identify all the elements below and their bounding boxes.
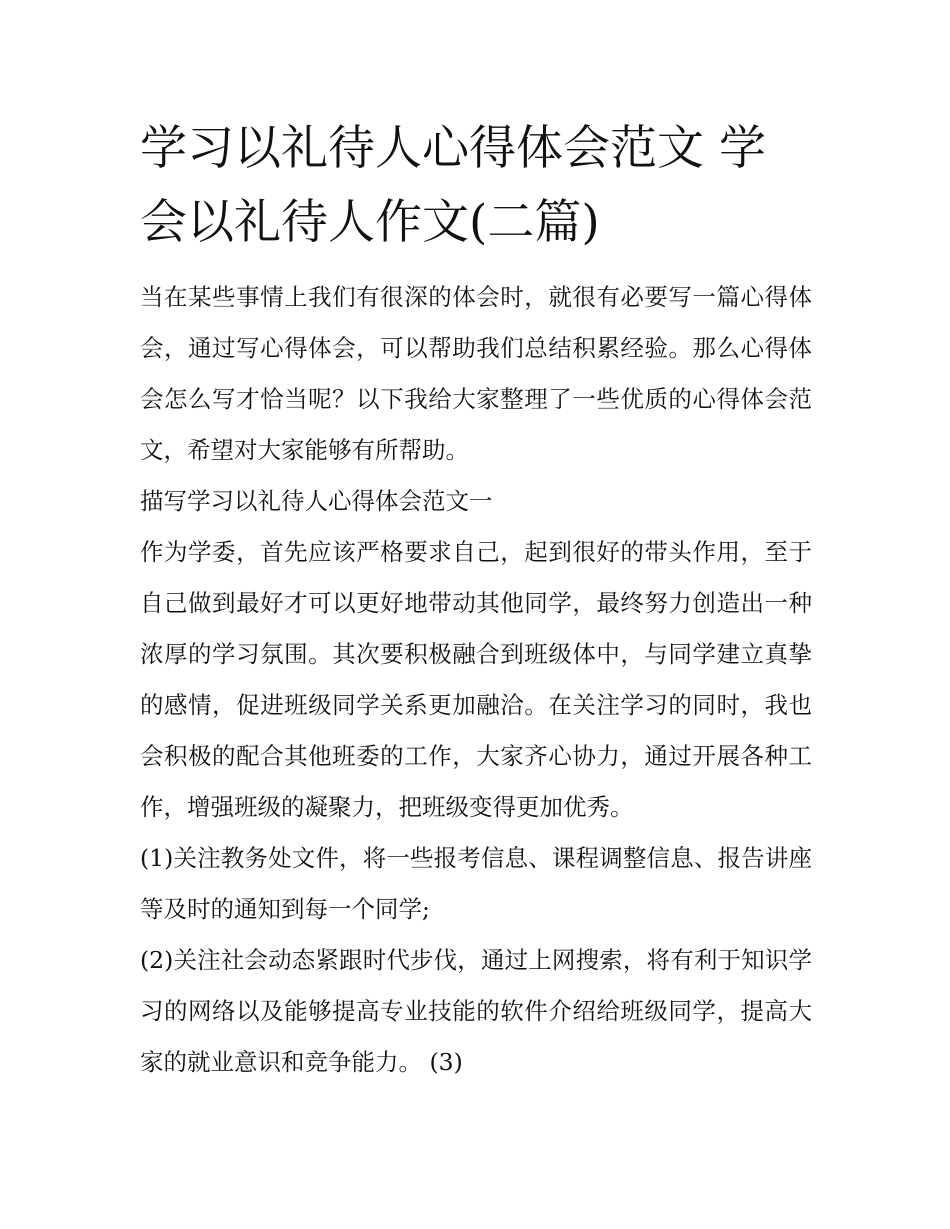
section-heading: 描写学习以礼待人心得体会范文一 — [140, 487, 493, 515]
intro-paragraph: 当在某些事情上我们有很深的体会时，就很有必要写一篇心得体会，通过写心得体会，可以帮助我们总结积累经验。那么心得体会怎么写才恰当呢？以下我给大家整理了一些优质的心得体会范文，希望对大家能够有所帮助。 — [140, 283, 812, 464]
document-content — [140, 112, 812, 1088]
list-item-2: (2)关注社会动态紧跟时代步伐，通过上网搜索，将有利于知识学习的网络以及能够提高专业技能的软件介绍给班级同学，提高大家的就业意识和竞争能力。 (3) — [140, 946, 812, 1076]
list-item-1: (1)关注教务处文件，将一些报考信息、课程调整信息、报告讲座等及时的通知到每一个同学; — [140, 844, 812, 923]
document-title: 学习以礼待人心得体会范文 学会以礼待人作文(二篇) — [140, 121, 766, 250]
section-body-paragraph: 作为学委，首先应该严格要求自己，起到很好的带头作用，至于自己做到最好才可以更好地带动其他同学，最终努力创造出一种浓厚的学习氛围。其次要积极融合到班级体中，与同学建立真挚的感情，促进班级同学关系更加融洽。在关注学习的同时，我也会积极的配合其他班委的工作，大家齐心协力，通过开展各种工作，增强班级的凝聚力，把班级变得更加优秀。 — [140, 538, 812, 821]
